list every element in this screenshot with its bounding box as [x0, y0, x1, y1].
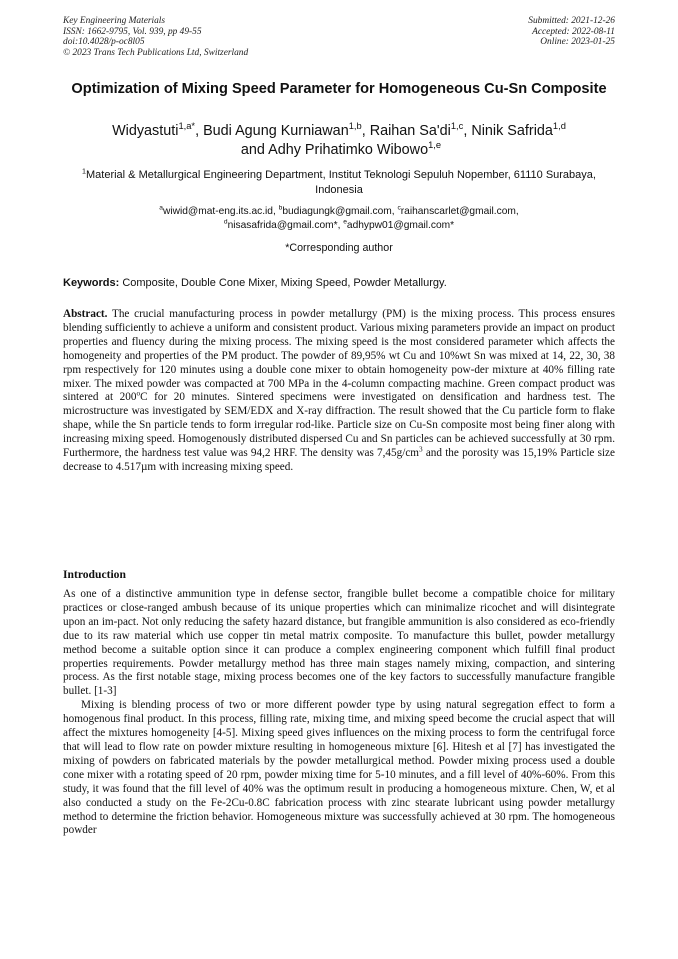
abstract: Abstract. The crucial manufacturing process in powder metallurgy (PM) is the mixing process. This process ensures blending sufficiently to achieve a uniform and consistent product. Various mixing parameters provide an impact on product properties and fluency during the mixing process. The mixing speed is the most considered parameter which affects the homogeneity and properties of the PM product. The powder of 89,95% wt Cu and 10%wt Sn was mixed at 14, 22, 30, 38 rpm respectively for 120 minutes using a double cone mixer to obtain homogeneity pow-der mixture at 40% filling rate mixer. The mixed powder was compacted at 700 MPa in the 4-column compacting machine. Green compact product was sintered at 200$^o$C for 20 minutes. Sintered specimens were investigated on densification and hardness test. The microstructure was investigated by SEM/EDX and X-ray diffraction. The result showed that the Cu particle form to flake shape, while the Sn particle tends to form irregular rod-like. Particle size on Cu-Sn composite most being finer along with increasing mixing speed. Homogenously distributed dispersed Cu and Sn particles can be achieved successfully at 30 rpm. Furthermore, the hardness test value was 94,2 HRF. The density was $7,45g/cm^3$ and the porosity was 15,19% Particle size decrease to 4.517µm with increasing mixing speed.	[63, 308, 615, 473]
publication-dates	[528, 16, 615, 48]
paper-title: Optimization of Mixing Speed Parameter for Homogeneous Cu-Sn Composite	[71, 81, 607, 97]
paragraph: Mixing is blending process of two or more different powder type by using natural segregation effect to form a homogenous final product. In this process, filling rate, mixing time, and mixing speed become the crucial aspect that will affect the mixtures homogeneity [4-5]. Mixing speed gives influences on the mixing process to form the centrifugal force that will lead to flow rate on powder mixture resulting in homogeneous mixture [6]. Hitesh et al [7] has investigated the mixing of powders on fabricated materials by the powder metallurgical method. Powder mixing process used a double cone mixer with a rotating speed of 20 rpm, powder mixing time for 5-10 minutes, and a fill level of 40%-60%. From this study, it was found that the fill level of 40% was the optimum result in producing a homogeneous mixture. Chen, W, et al also conducted a study on the Fe-2Cu-0.8C fabrication process with zinc stearate lubricant using powder metallurgy method to determine the friction behavior. Homogeneous mixture was successfully achieved at 30 rpm. The homogeneous powder	[63, 699, 615, 837]
author-name: Widyastuti	[112, 123, 179, 139]
keywords-text: Composite, Double Cone Mixer, Mixing Speed, Powder Metallurgy.	[122, 277, 447, 289]
author-sup: 1,c	[450, 121, 464, 132]
date-accepted: Accepted: 2022-08-11	[532, 26, 615, 37]
author-sup: 1,b	[348, 121, 362, 132]
author-name: Budi Agung Kurniawan	[203, 123, 349, 139]
journal-info	[63, 16, 248, 58]
journal-name: Key Engineering Materials	[63, 16, 166, 26]
journal-issn: ISSN: 1662-9795, Vol. 939, pp 49-55	[63, 26, 202, 37]
author-name: Raihan Sa'di	[369, 123, 451, 139]
author-list: Widyastuti$^{1,a*}$, Budi Agung Kurniawan$^{1,b}$, Raihan Sa'di$^{1,c}$, Ninik Safrida$^{1,d}$ and Adhy Prihatimko Wibowo$^{1,e}$	[112, 121, 566, 158]
email-link[interactable]: wiwid@mat-eng.its.ac.id	[162, 206, 273, 217]
author-sup: 1,e	[428, 140, 442, 151]
author-sup: 1,d	[552, 121, 566, 132]
journal-doi[interactable]: doi:10.4028/p-oc8l05	[63, 37, 145, 48]
keywords	[63, 276, 615, 290]
abstract-text: The crucial manufacturing process in powder metallurgy (PM) is the mixing process. This process ensures blending sufficiently to achieve a uniform and consistent product. Various mixing parameters provide an impact on product properties and fluency during the mixing process. The mixing speed is the most considered parameter which affects the homogeneity and properties of the PM product. The powder of 89,95% wt Cu and 10%wt Sn was mixed at 14, 22, 30, 38 rpm respectively for 120 minutes using a double cone mixer to obtain homogeneity pow-der mixture at 40% filling rate mixer. The mixed powder was compacted at 700 MPa in the 4-column compacting machine. Green compact product was sintered at 200	[63, 308, 615, 404]
author-sup: 1,a*	[178, 121, 196, 132]
email-link[interactable]: budiagungk@gmail.com	[282, 206, 392, 217]
author-name: Ninik Safrida	[471, 123, 553, 139]
keywords-label: Keywords:	[63, 277, 120, 289]
corresponding-author-note: *Corresponding author	[285, 242, 393, 254]
author-emails: $^a$wiwid@mat-eng.its.ac.id, $^b$budiagungk@gmail.com, $^c$raihanscarlet@gmail.com, $^d$nisasafrida@gmail.com*, $^e$adhypw01@gmail.com*	[159, 204, 519, 231]
author-name: Adhy Prihatimko Wibowo	[268, 142, 429, 158]
introduction-body	[63, 588, 615, 838]
date-submitted: Submitted: 2021-12-26	[528, 16, 615, 26]
email-link[interactable]: raihanscarlet@gmail.com	[400, 206, 516, 217]
affiliation: $^1$Material & Metallurgical Engineering Department, Institut Teknologi Sepuluh Nopember, 61110 Surabaya, Indonesia	[82, 167, 596, 196]
journal-copyright: © 2023 Trans Tech Publications Ltd, Switzerland	[63, 47, 249, 58]
date-online: Online: 2023-01-25	[540, 37, 615, 48]
paragraph: As one of a distinctive ammunition type in defense sector, frangible bullet become a compatible choice for military practices or close-ranged ambush because of its unique properties which can minimalize ricochet and will disintegrate upon an im-pact. Not only reducing the safety hazard distance, but frangible ammunition is also considered as eco-friendly due to its raw material which use copper tin metal matrix composite. To manufacture this bullet, powder metallurgy method become a suitable option since it can produce a complex engineering component which fulfill final product properties requirements. Powder metallurgy method has three main stages namely mixing, compaction, and sintering process. As the first notable stage, mixing process becomes one of the key factors to successfully manufacture frangible bullet. [1-3]	[63, 588, 615, 698]
abstract-label: Abstract.	[63, 308, 108, 320]
email-link[interactable]: adhypw01@gmail.com*	[346, 219, 455, 231]
section-heading-introduction: Introduction	[63, 568, 126, 581]
affiliation-text: Material & Metallurgical Engineering Department, Institut Teknologi Sepuluh Nopember, 61110 Surabaya, Indonesia	[86, 169, 596, 196]
email-link[interactable]: nisasafrida@gmail.com*	[227, 219, 338, 231]
